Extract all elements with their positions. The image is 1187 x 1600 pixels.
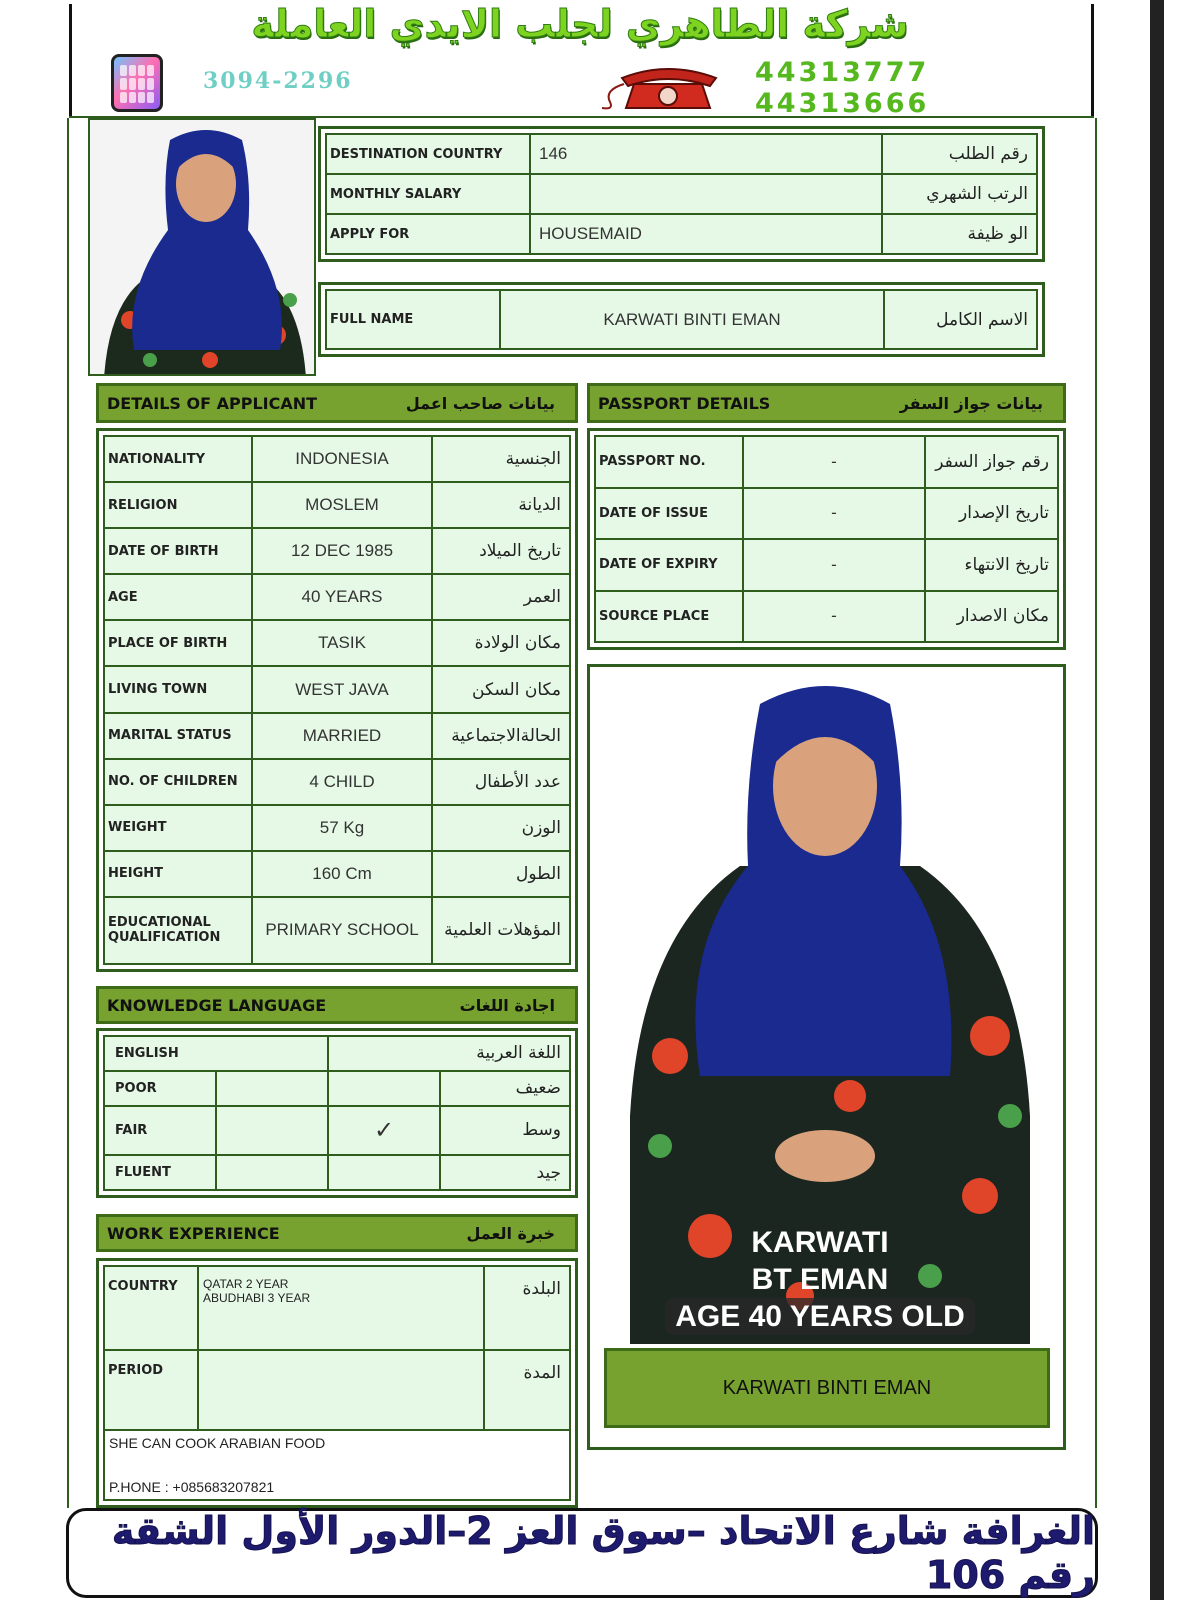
monthly-salary-value (530, 174, 882, 214)
country-line-2: ABUDHABI 3 YEAR (203, 1291, 311, 1305)
applicant-photo-small (88, 118, 316, 376)
applicant-ar: العمر (432, 574, 570, 620)
country-ar: البلدة (484, 1266, 570, 1350)
arabic-label: اللغة العربية (328, 1036, 570, 1071)
applicant-row (104, 528, 570, 574)
applicant-title-ar: بيانات صاحب اعمل (405, 393, 555, 413)
experience-note: SHE CAN COOK ARABIAN FOOD (109, 1435, 326, 1451)
applicant-label: MARITAL STATUS (104, 713, 252, 759)
frame-line-right (1095, 118, 1097, 1508)
passport-ar: تاريخ الانتهاء (925, 539, 1058, 591)
applicant-label: RELIGION (104, 482, 252, 528)
applicant-row (104, 851, 570, 897)
caption-line-2: BT EMAN (751, 1263, 889, 1296)
mobile-number: 3094-2296 (203, 68, 353, 94)
applicant-title-en: DETAILS OF APPLICANT (107, 393, 318, 413)
applicant-ar: الجنسية (432, 436, 570, 482)
passport-section-header (587, 383, 1066, 423)
applicant-label: EDUCATIONAL QUALIFICATION (104, 897, 252, 964)
applicant-row (104, 666, 570, 712)
full-name-label: FULL NAME (326, 290, 500, 349)
applicant-ar: تاريخ الميلاد (432, 528, 570, 574)
applicant-ar: المؤهلات العلمية (432, 897, 570, 964)
level-fair-ar: وسط (440, 1106, 570, 1155)
applicant-value: 57 Kg (252, 805, 432, 851)
destination-country-label: DESTINATION COUNTRY (326, 134, 530, 174)
passport-ar: رقم جواز السفر (925, 436, 1058, 488)
frame-line-right-top (1091, 4, 1094, 116)
applicant-row (104, 436, 570, 482)
applicant-row (104, 482, 570, 528)
company-name: شركة الطاهري لجلب الايدي العاملة (251, 2, 909, 46)
destination-country-ar: رقم الطلب (882, 134, 1037, 174)
applicant-ar: الحالةالاجتماعية (432, 713, 570, 759)
phone-number-1: 44313777 (755, 57, 930, 88)
applicant-row (104, 574, 570, 620)
applicant-label: DATE OF BIRTH (104, 528, 252, 574)
applicant-value: INDONESIA (252, 436, 432, 482)
passport-row (595, 436, 1058, 488)
passport-value: - (743, 488, 925, 540)
applicant-label: PLACE OF BIRTH (104, 620, 252, 666)
applicant-value: 4 CHILD (252, 759, 432, 805)
passport-value: - (743, 591, 925, 643)
applicant-label: AGE (104, 574, 252, 620)
language-title-en: KNOWLEDGE LANGUAGE (107, 995, 327, 1015)
level-fluent-ar: جيد (440, 1155, 570, 1190)
applicant-label: HEIGHT (104, 851, 252, 897)
applicant-row (104, 713, 570, 759)
frame-line-left (67, 118, 69, 1508)
period-ar: المدة (484, 1350, 570, 1430)
passport-row (595, 539, 1058, 591)
frame-line-left-top (69, 4, 72, 116)
experience-title-ar: خبرة العمل (466, 1223, 555, 1243)
passport-title-en: PASSPORT DETAILS (598, 393, 771, 413)
applicant-row (104, 759, 570, 805)
footer-address: الغرافة شارع الاتحاد –سوق العز 2–الدور الأول الشقة رقم 106 (66, 1508, 1098, 1598)
english-fair-cell (216, 1106, 328, 1155)
photo-caption (660, 1224, 980, 1335)
monthly-salary-label: MONTHLY SALARY (326, 174, 530, 214)
apply-for-value: HOUSEMAID (530, 214, 882, 254)
right-edge-bar (1150, 0, 1164, 1600)
arabic-fair-check: ✓ (328, 1106, 440, 1155)
applicant-value: WEST JAVA (252, 666, 432, 712)
experience-title-en: WORK EXPERIENCE (107, 1223, 280, 1243)
arabic-fluent-check (328, 1155, 440, 1190)
applicant-section-header (96, 383, 578, 423)
passport-value: - (743, 436, 925, 488)
caption-line-1: KARWATI (751, 1226, 889, 1259)
level-poor-label: POOR (104, 1071, 216, 1106)
applicant-ar: الديانة (432, 482, 570, 528)
english-poor-cell (216, 1071, 328, 1106)
applicant-ar: الوزن (432, 805, 570, 851)
applicant-label: NATIONALITY (104, 436, 252, 482)
telephone-icon (598, 62, 736, 112)
monthly-salary-ar: الرتب الشهري (882, 174, 1037, 214)
passport-value: - (743, 539, 925, 591)
passport-label: DATE OF EXPIRY (595, 539, 743, 591)
full-name-ar: الاسم الكامل (884, 290, 1037, 349)
mobile-phone-icon (111, 54, 163, 112)
applicant-ar: مكان الولادة (432, 620, 570, 666)
english-label: ENGLISH (104, 1036, 328, 1071)
applicant-label: LIVING TOWN (104, 666, 252, 712)
applicant-label: WEIGHT (104, 805, 252, 851)
passport-ar: تاريخ الإصدار (925, 488, 1058, 540)
applicant-row (104, 620, 570, 666)
english-fluent-cell (216, 1155, 328, 1190)
full-name-box (318, 282, 1045, 357)
passport-details-box (587, 428, 1066, 650)
applicant-row (104, 897, 570, 964)
passport-label: DATE OF ISSUE (595, 488, 743, 540)
apply-for-label: APPLY FOR (326, 214, 530, 254)
country-line-1: QATAR 2 YEAR (203, 1277, 289, 1291)
level-fluent-label: FLUENT (104, 1155, 216, 1190)
applicant-value: MARRIED (252, 713, 432, 759)
arabic-poor-check (328, 1071, 440, 1106)
applicant-ar: عدد الأطفال (432, 759, 570, 805)
full-name-value: KARWATI BINTI EMAN (500, 290, 884, 349)
request-box (318, 126, 1045, 262)
country-label: COUNTRY (104, 1266, 198, 1350)
caption-line-3: AGE 40 YEARS OLD (665, 1298, 975, 1335)
passport-ar: مكان الاصدار (925, 591, 1058, 643)
level-fair-label: FAIR (104, 1106, 216, 1155)
passport-title-ar: بيانات جواز السفر (899, 393, 1043, 413)
phone-number-2: 44313666 (755, 88, 930, 119)
applicant-value: MOSLEM (252, 482, 432, 528)
experience-section-header (96, 1214, 578, 1252)
period-value (198, 1350, 484, 1430)
language-title-ar: اجادة اللغات (459, 995, 555, 1015)
name-banner: KARWATI BINTI EMAN (604, 1348, 1050, 1428)
level-poor-ar: ضعيف (440, 1071, 570, 1106)
passport-label: SOURCE PLACE (595, 591, 743, 643)
applicant-ar: مكان السكن (432, 666, 570, 712)
applicant-ar: الطول (432, 851, 570, 897)
passport-row (595, 488, 1058, 540)
destination-country-value: 146 (530, 134, 882, 174)
left-edge-bar (0, 0, 10, 1600)
period-label: PERIOD (104, 1350, 198, 1430)
applicant-value: 40 YEARS (252, 574, 432, 620)
applicant-value: 12 DEC 1985 (252, 528, 432, 574)
passport-row (595, 591, 1058, 643)
applicant-details-box (96, 428, 578, 972)
language-section-header (96, 986, 578, 1024)
passport-label: PASSPORT NO. (595, 436, 743, 488)
language-box (96, 1028, 578, 1198)
contact-phone: P.HONE : +085683207821 (109, 1479, 275, 1495)
applicant-row (104, 805, 570, 851)
applicant-value: PRIMARY SCHOOL (252, 897, 432, 964)
experience-box (96, 1258, 578, 1508)
applicant-value: TASIK (252, 620, 432, 666)
applicant-value: 160 Cm (252, 851, 432, 897)
applicant-label: NO. OF CHILDREN (104, 759, 252, 805)
apply-for-ar: الو ظيفة (882, 214, 1037, 254)
